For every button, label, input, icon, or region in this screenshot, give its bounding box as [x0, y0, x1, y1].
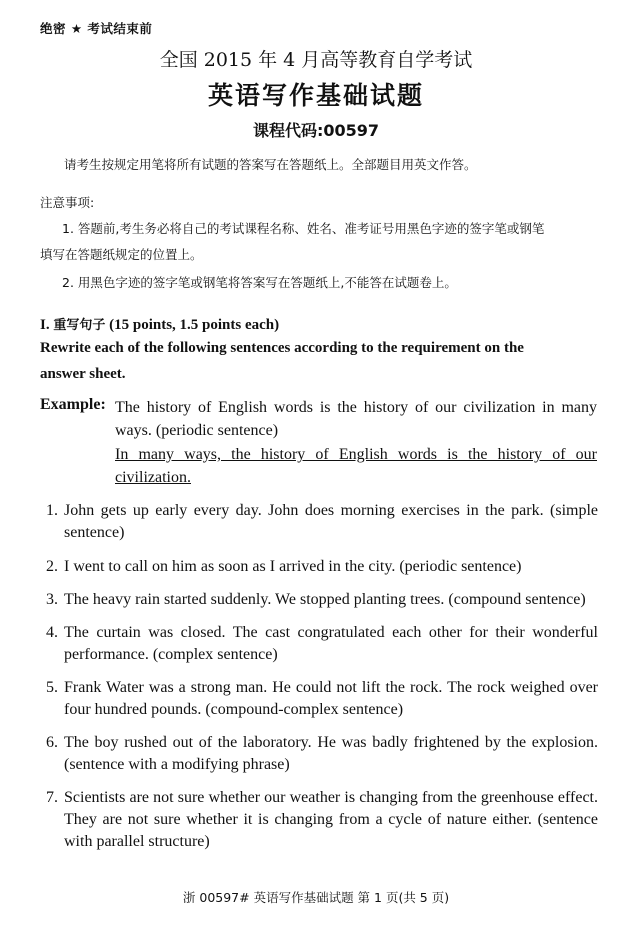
- question-item: [46, 556, 598, 578]
- question-text: Scientists are not sure whether our weather is changing from the greenhouse effect. They are not sure whether it is changing from a cycle of nature either. (sentence with parallel structure): [64, 789, 598, 850]
- question-number: 1.: [46, 502, 58, 519]
- example-answer: In many ways, the history of English words is the history of our civilization.: [115, 446, 597, 486]
- section-heading: [40, 314, 279, 334]
- section-numeral: I.: [40, 317, 50, 333]
- question-text: John gets up early every day. John does morning exercises in the park. (simple sentence): [64, 502, 598, 541]
- question-text: I went to call on him as soon as I arrived in the city. (periodic sentence): [64, 558, 522, 575]
- note-1-line-2: 填写在答题纸规定的位置上。: [40, 247, 203, 262]
- question-number: 5.: [46, 679, 58, 696]
- section-title: 重写句子: [53, 318, 106, 333]
- note-2: 2. 用黑色字迹的签字笔或钢笔将答案写在答题纸上,不能答在试题卷上。: [62, 275, 457, 290]
- question-item: [46, 622, 598, 666]
- question-number: 6.: [46, 734, 58, 751]
- section-direction-line-2: answer sheet.: [40, 366, 126, 382]
- question-number: 7.: [46, 789, 58, 806]
- question-text: The heavy rain started suddenly. We stopped planting trees. (compound sentence): [64, 591, 586, 608]
- question-list: [46, 500, 598, 853]
- course-code: 课程代码:00597: [252, 121, 380, 140]
- question-number: 4.: [46, 624, 58, 641]
- example-label: Example:: [40, 396, 106, 413]
- question-text: The curtain was closed. The cast congratulated each other for their wonderful performance. (complex sentence): [64, 624, 598, 663]
- exam-title: 全国 2015 年 4 月高等教育自学考试: [159, 49, 473, 71]
- question-item: [46, 589, 598, 611]
- question-text: Frank Water was a strong man. He could not lift the rock. The rock weighed over four hundred pounds. (compound-complex sentence): [64, 679, 598, 718]
- note-1-line-1: 1. 答题前,考生务必将自己的考试课程名称、姓名、准考证号用黑色字迹的签字笔或钢笔: [62, 221, 545, 236]
- secret-mark: 绝密 ★ 考试结束前: [40, 21, 153, 36]
- general-instruction: 请考生按规定用笔将所有试题的答案写在答题纸上。全部题目用英文作答。: [64, 157, 477, 172]
- question-item: [46, 732, 598, 776]
- question-item: [46, 787, 598, 853]
- question-item: [46, 500, 598, 544]
- question-item: [46, 677, 598, 721]
- paper-title: 英语写作基础试题: [207, 81, 424, 110]
- question-number: 2.: [46, 558, 58, 575]
- section-direction-line-1: Rewrite each of the following sentences according to the requirement on the: [40, 340, 524, 356]
- notes-heading: 注意事项:: [40, 195, 95, 210]
- question-number: 3.: [46, 591, 58, 608]
- example-question: The history of English words is the history of our civilization in many ways. (periodic sentence): [115, 399, 597, 439]
- question-text: The boy rushed out of the laboratory. He was badly frightened by the explosion. (sentence with a modifying phrase): [64, 734, 598, 773]
- section-points: (15 points, 1.5 points each): [109, 317, 280, 333]
- page-footer: 浙 00597# 英语写作基础试题 第 1 页(共 5 页): [182, 890, 450, 905]
